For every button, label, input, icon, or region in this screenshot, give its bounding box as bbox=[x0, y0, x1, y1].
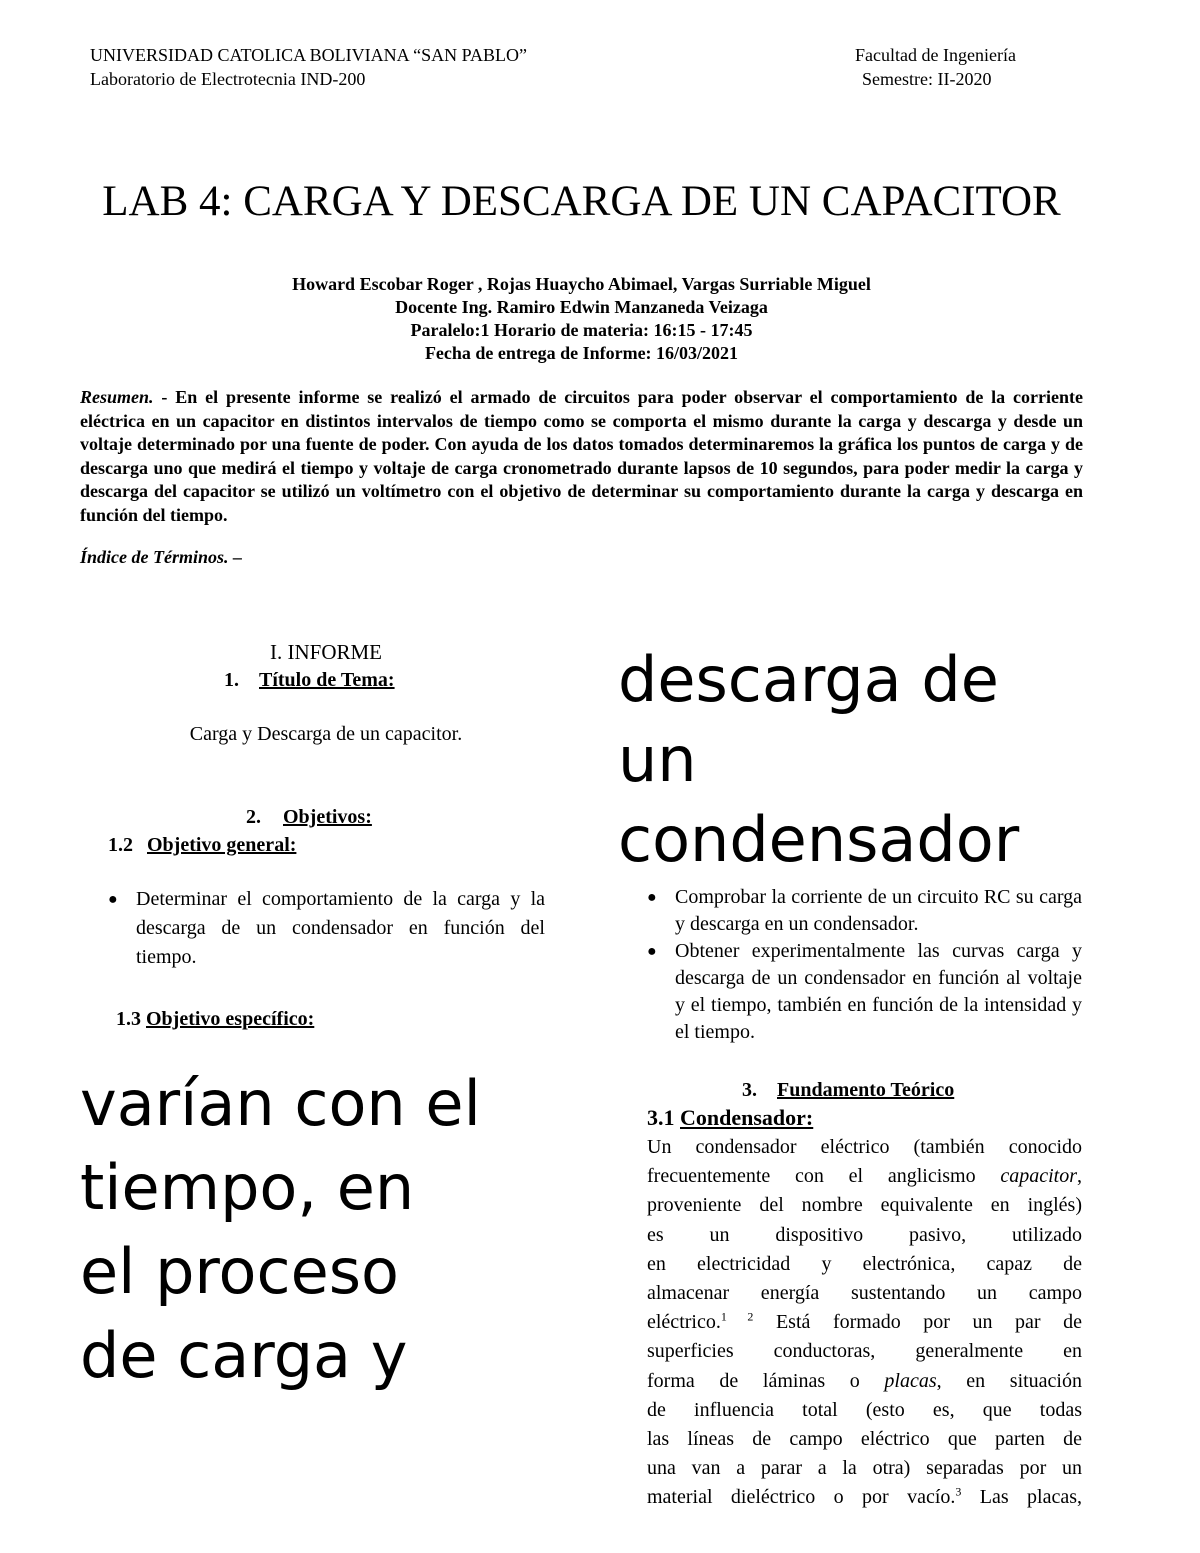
list-item bbox=[647, 938, 1082, 1046]
paragraph-line bbox=[647, 1162, 1082, 1191]
page-title: LAB 4: CARGA Y DESCARGA DE UN CAPACITOR bbox=[102, 178, 1061, 225]
specific-objective-list bbox=[647, 884, 1082, 1046]
general-objective-bullet bbox=[108, 885, 545, 972]
faculty-name: Facultad de Ingeniería bbox=[855, 45, 1016, 65]
section3-title: Fundamento Teórico bbox=[777, 1079, 955, 1101]
sub31-heading bbox=[647, 1104, 813, 1132]
index-terms: Índice de Términos. – bbox=[80, 547, 242, 567]
item2-heading bbox=[246, 804, 372, 830]
abstract-label: Resumen. bbox=[80, 387, 154, 407]
text-run: Está formado por un par de bbox=[753, 1311, 1083, 1334]
text-run: capacitor bbox=[1000, 1165, 1077, 1188]
sub31-number: 3.1 bbox=[647, 1105, 675, 1130]
delivery-date: Fecha de entrega de Informe: 16/03/2021 bbox=[424, 343, 739, 363]
general-objective-heading bbox=[108, 832, 296, 858]
item1-number: 1. bbox=[224, 669, 239, 691]
right-overlay-text bbox=[618, 640, 1019, 880]
bullet-icon: ● bbox=[647, 943, 657, 960]
overlay-line: un bbox=[618, 723, 697, 796]
text-run: Las placas, bbox=[961, 1486, 1082, 1509]
paragraph-line: una van a parar a la otra) separadas por un bbox=[647, 1457, 1082, 1480]
paragraph-line: las líneas de campo eléctrico que parten de bbox=[647, 1428, 1082, 1451]
overlay-line: varían con el bbox=[80, 1067, 481, 1140]
paragraph-line bbox=[647, 1367, 1082, 1396]
paragraph-line bbox=[647, 1483, 1082, 1512]
condensador-paragraph bbox=[647, 1133, 1082, 1513]
university-name: UNIVERSIDAD CATOLICA BOLIVIANA “SAN PABLO” bbox=[90, 45, 528, 65]
list-item bbox=[647, 884, 1082, 938]
item2-title: Objetivos: bbox=[283, 806, 372, 828]
section-title-informe: I. INFORME bbox=[269, 640, 382, 664]
overlay-line: de carga y bbox=[80, 1319, 408, 1392]
paragraph-line: es un dispositivo pasivo, utilizado bbox=[647, 1223, 1082, 1246]
authors: Howard Escobar Roger , Rojas Huaycho Abimael, Vargas Surriable Miguel bbox=[292, 274, 871, 294]
specific-objective-title: Objetivo específico: bbox=[146, 1008, 315, 1030]
paragraph-line: almacenar energía sustentando un campo bbox=[647, 1282, 1082, 1305]
bullet-icon: ● bbox=[647, 889, 657, 906]
superscript: 1 2 bbox=[720, 1309, 754, 1324]
left-overlay-text bbox=[80, 1062, 481, 1398]
section3-heading bbox=[742, 1077, 954, 1103]
overlay-line: descarga de bbox=[618, 643, 999, 716]
specific-objective-number: 1.3 bbox=[116, 1008, 141, 1030]
text-run: placas bbox=[884, 1369, 937, 1392]
overlay-line: condensador bbox=[618, 803, 1020, 876]
text-run: material dieléctrico o por vacío. bbox=[647, 1486, 956, 1509]
specific-objective-heading bbox=[116, 1006, 314, 1032]
paragraph-line: en electricidad y electrónica, capaz de bbox=[647, 1252, 1082, 1275]
abstract-text: - En el presente informe se realizó el armado de circuitos para poder observar el comportamiento de la corriente eléctrica en un capacitor en distintos intervalos de tiempo como se comporta el mismo durante la carga y descarga y desde un voltaje determinado por una fuente de poder. Con ayuda de los datos tomados determinaremos la gráfica los puntos de carga y de descarga uno que medirá el tiempo y voltaje de carga cronometrado durante lapsos de 10 segundos, para poder medir la carga y descarga del capacitor se utilizó un voltímetro con el objetivo de determinar su comportamiento durante la carga y descarga en función del tiempo. bbox=[80, 387, 1083, 525]
topic-text: Carga y Descarga de un capacitor. bbox=[189, 723, 463, 745]
semester: Semestre: II-2020 bbox=[862, 69, 992, 89]
superscript: 3 bbox=[955, 1484, 962, 1499]
sub31-title: Condensador: bbox=[680, 1105, 814, 1130]
text-run: forma de láminas o bbox=[647, 1369, 885, 1392]
bullet-icon: ● bbox=[108, 891, 118, 908]
text-run: frecuentemente con el anglicismo bbox=[647, 1165, 1001, 1188]
schedule: Paralelo:1 Horario de materia: 16:15 - 17:45 bbox=[410, 320, 753, 340]
teacher: Docente Ing. Ramiro Edwin Manzaneda Veizaga bbox=[395, 297, 768, 317]
paragraph-line: de influencia total (esto es, que todas bbox=[647, 1398, 1082, 1421]
overlay-line: tiempo, en bbox=[80, 1151, 415, 1224]
abstract bbox=[80, 386, 1083, 527]
text-run: , en situación bbox=[936, 1369, 1082, 1392]
general-objective-number: 1.2 bbox=[108, 834, 133, 856]
paragraph-line: superficies conductoras, generalmente en bbox=[647, 1340, 1082, 1363]
paragraph-line bbox=[647, 1308, 1082, 1337]
general-objective-title: Objetivo general: bbox=[147, 834, 297, 856]
specific-objective-1: Comprobar la corriente de un circuito RC su carga y descarga en un condensador. bbox=[675, 886, 1082, 935]
item1-heading bbox=[224, 667, 395, 693]
text-run: , bbox=[1077, 1165, 1082, 1188]
lab-name: Laboratorio de Electrotecnia IND-200 bbox=[90, 69, 366, 89]
paragraph-line: Un condensador eléctrico (también conocido bbox=[647, 1136, 1082, 1158]
text-run: eléctrico. bbox=[647, 1311, 721, 1334]
paragraph-line: proveniente del nombre equivalente en inglés) bbox=[647, 1194, 1082, 1217]
general-objective-text: Determinar el comportamiento de la carga y la descarga de un condensador en función del tiempo. bbox=[136, 888, 545, 968]
overlay-line: el proceso bbox=[80, 1235, 399, 1308]
item1-title: Título de Tema: bbox=[259, 669, 395, 691]
section3-number: 3. bbox=[742, 1079, 757, 1101]
specific-objective-2: Obtener experimentalmente las curvas carga y descarga de un condensador en función al voltaje y el tiempo, también en función de la intensidad y el tiempo. bbox=[675, 940, 1082, 1043]
item2-number: 2. bbox=[246, 806, 261, 828]
